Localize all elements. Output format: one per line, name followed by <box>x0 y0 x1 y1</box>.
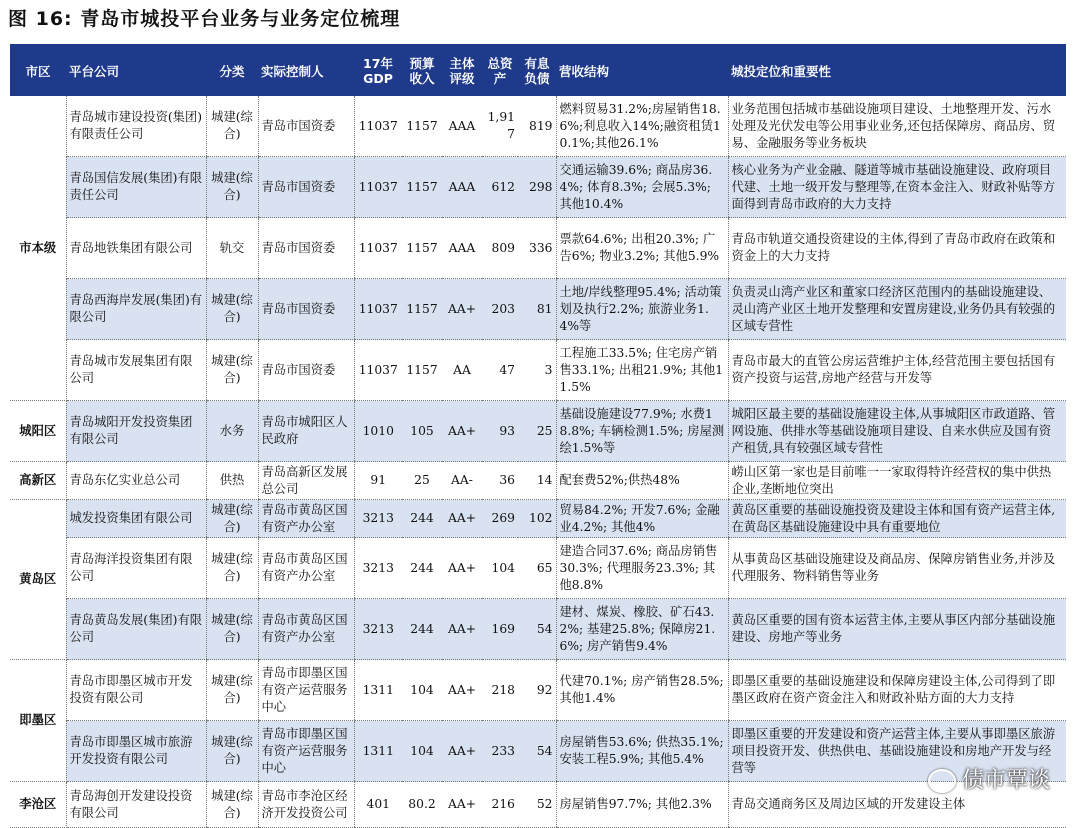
company-cell: 青岛国信发展(集团)有限责任公司 <box>66 157 206 218</box>
district-cell: 城阳区 <box>10 401 66 462</box>
table-row <box>10 96 1066 157</box>
company-cell: 青岛海洋投资集团有限公司 <box>66 538 206 599</box>
category-cell: 城建(综合) <box>206 279 258 340</box>
gdp-cell: 11037 <box>354 96 402 157</box>
assets-cell: 612 <box>482 157 518 218</box>
rating-cell: AA <box>442 340 482 401</box>
company-cell: 青岛市即墨区城市开发投资有限公司 <box>66 660 206 721</box>
assets-cell: 216 <box>482 782 518 828</box>
position-cell: 核心业务为产业金融、隧道等城市基础设施建设、政府项目代建、土地一级开发与整理等,在资本金注入、财政补贴等方面得到青岛市政府的大力支持 <box>728 157 1066 218</box>
district-cell: 黄岛区 <box>10 500 66 660</box>
gdp-cell: 11037 <box>354 218 402 279</box>
header-district: 市区 <box>10 46 66 96</box>
revenue-cell: 工程施工33.5%; 住宅房产销售33.1%; 出租21.9%; 其他11.5% <box>556 340 728 401</box>
header-controller: 实际控制人 <box>258 46 354 96</box>
rating-cell: AA+ <box>442 782 482 828</box>
header-position: 城投定位和重要性 <box>728 46 1066 96</box>
table-row <box>10 599 1066 660</box>
company-cell: 青岛西海岸发展(集团)有限公司 <box>66 279 206 340</box>
table-row <box>10 782 1066 828</box>
revenue-cell: 代建70.1%; 房产销售28.5%; 其他1.4% <box>556 660 728 721</box>
district-cell: 李沧区 <box>10 782 66 828</box>
revenue-cell: 房屋销售97.7%; 其他2.3% <box>556 782 728 828</box>
budget-cell: 104 <box>402 721 442 782</box>
assets-cell: 93 <box>482 401 518 462</box>
table-row <box>10 500 1066 538</box>
rating-cell: AA+ <box>442 279 482 340</box>
assets-cell: 233 <box>482 721 518 782</box>
assets-cell: 203 <box>482 279 518 340</box>
category-cell: 城建(综合) <box>206 538 258 599</box>
budget-cell: 25 <box>402 462 442 500</box>
debt-cell: 3 <box>518 340 556 401</box>
rating-cell: AA+ <box>442 500 482 538</box>
company-cell: 青岛地铁集团有限公司 <box>66 218 206 279</box>
position-cell: 青岛交通商务区及周边区域的开发建设主体 <box>728 782 1066 828</box>
revenue-cell: 建造合同37.6%; 商品房销售30.3%; 代理服务23.3%; 其他8.8% <box>556 538 728 599</box>
district-cell: 高新区 <box>10 462 66 500</box>
gdp-cell: 1010 <box>354 401 402 462</box>
debt-cell: 54 <box>518 721 556 782</box>
table-row <box>10 279 1066 340</box>
rating-cell: AA+ <box>442 538 482 599</box>
budget-cell: 244 <box>402 599 442 660</box>
company-cell: 城发投资集团有限公司 <box>66 500 206 538</box>
table-row <box>10 401 1066 462</box>
debt-cell: 25 <box>518 401 556 462</box>
category-cell: 水务 <box>206 401 258 462</box>
controller-cell: 青岛市城阳区人民政府 <box>258 401 354 462</box>
company-cell: 青岛东亿实业总公司 <box>66 462 206 500</box>
controller-cell: 青岛市即墨区国有资产运营服务中心 <box>258 660 354 721</box>
rating-cell: AA+ <box>442 401 482 462</box>
controller-cell: 青岛市黄岛区国有资产办公室 <box>258 538 354 599</box>
district-cell: 市本级 <box>10 96 66 401</box>
rating-cell: AA+ <box>442 660 482 721</box>
company-cell: 青岛海创开发建设投资有限公司 <box>66 782 206 828</box>
debt-cell: 14 <box>518 462 556 500</box>
header-assets: 总资产 <box>482 46 518 96</box>
debt-cell: 819 <box>518 96 556 157</box>
gdp-cell: 3213 <box>354 599 402 660</box>
revenue-cell: 基础设施建设77.9%; 水费18.8%; 车辆检测1.5%; 房屋测绘1.5%等 <box>556 401 728 462</box>
platform-table <box>10 46 1066 828</box>
assets-cell: 1,917 <box>482 96 518 157</box>
position-cell: 黄岛区重要的基础设施投资及建设主体和国有资产运营主体,在黄岛区基础设施建设中具有重要地位 <box>728 500 1066 538</box>
assets-cell: 104 <box>482 538 518 599</box>
category-cell: 城建(综合) <box>206 599 258 660</box>
company-cell: 青岛市即墨区城市旅游开发投资有限公司 <box>66 721 206 782</box>
gdp-cell: 11037 <box>354 279 402 340</box>
assets-cell: 169 <box>482 599 518 660</box>
debt-cell: 336 <box>518 218 556 279</box>
budget-cell: 244 <box>402 500 442 538</box>
debt-cell: 298 <box>518 157 556 218</box>
district-cell: 即墨区 <box>10 660 66 782</box>
category-cell: 城建(综合) <box>206 96 258 157</box>
rating-cell: AA+ <box>442 599 482 660</box>
position-cell: 即墨区重要的基础设施建设和保障房建设主体,公司得到了即墨区政府在资产资金注入和财政补贴方面的大力支持 <box>728 660 1066 721</box>
header-revenue: 营收结构 <box>556 46 728 96</box>
company-cell: 青岛城市建设投资(集团)有限责任公司 <box>66 96 206 157</box>
debt-cell: 102 <box>518 500 556 538</box>
budget-cell: 1157 <box>402 157 442 218</box>
category-cell: 供热 <box>206 462 258 500</box>
assets-cell: 36 <box>482 462 518 500</box>
budget-cell: 105 <box>402 401 442 462</box>
budget-cell: 1157 <box>402 279 442 340</box>
revenue-cell: 房屋销售53.6%; 供热35.1%; 安装工程5.9%; 其他5.4% <box>556 721 728 782</box>
rating-cell: AA- <box>442 462 482 500</box>
position-cell: 青岛市轨道交通投资建设的主体,得到了青岛市政府在政策和资金上的大力支持 <box>728 218 1066 279</box>
table-row <box>10 660 1066 721</box>
controller-cell: 青岛市国资委 <box>258 340 354 401</box>
category-cell: 城建(综合) <box>206 500 258 538</box>
table-row <box>10 218 1066 279</box>
table-row <box>10 157 1066 218</box>
category-cell: 城建(综合) <box>206 660 258 721</box>
position-cell: 从事黄岛区基础设施建设及商品房、保障房销售业务,并涉及代理服务、物料销售等业务 <box>728 538 1066 599</box>
watermark <box>928 763 1050 794</box>
company-cell: 青岛城阳开发投资集团有限公司 <box>66 401 206 462</box>
controller-cell: 青岛市国资委 <box>258 218 354 279</box>
category-cell: 城建(综合) <box>206 157 258 218</box>
debt-cell: 92 <box>518 660 556 721</box>
header-debt: 有息负债 <box>518 46 556 96</box>
controller-cell: 青岛市李沧区经济开发投资公司 <box>258 782 354 828</box>
header-gdp: 17年GDP <box>354 46 402 96</box>
debt-cell: 65 <box>518 538 556 599</box>
revenue-cell: 贸易84.2%; 开发7.6%; 金融业4.2%; 其他4% <box>556 500 728 538</box>
budget-cell: 104 <box>402 660 442 721</box>
debt-cell: 54 <box>518 599 556 660</box>
gdp-cell: 1311 <box>354 721 402 782</box>
gdp-cell: 401 <box>354 782 402 828</box>
controller-cell: 青岛市国资委 <box>258 96 354 157</box>
revenue-cell: 土地/岸线整理95.4%; 活动策划及执行2.2%; 旅游业务1.4%等 <box>556 279 728 340</box>
category-cell: 城建(综合) <box>206 721 258 782</box>
budget-cell: 1157 <box>402 96 442 157</box>
controller-cell: 青岛高新区发展总公司 <box>258 462 354 500</box>
assets-cell: 218 <box>482 660 518 721</box>
rating-cell: AAA <box>442 157 482 218</box>
position-cell: 城阳区最主要的基础设施建设主体,从事城阳区市政道路、管网设施、供排水等基础设施项目建设、自来水供应及国有资产租赁,具有较强区域专营性 <box>728 401 1066 462</box>
header-budget: 预算收入 <box>402 46 442 96</box>
position-cell: 崂山区第一家也是目前唯一一家取得特许经营权的集中供热企业,垄断地位突出 <box>728 462 1066 500</box>
controller-cell: 青岛市国资委 <box>258 279 354 340</box>
gdp-cell: 11037 <box>354 340 402 401</box>
gdp-cell: 3213 <box>354 538 402 599</box>
rating-cell: AA+ <box>442 721 482 782</box>
controller-cell: 青岛市即墨区国有资产运营服务中心 <box>258 721 354 782</box>
header-row <box>10 46 1066 96</box>
watermark-text: 债市覃谈 <box>961 768 1050 793</box>
revenue-cell: 建材、煤炭、橡胶、矿石43.2%; 基建25.8%; 保障房21.6%; 房产销售9.4% <box>556 599 728 660</box>
header-company: 平台公司 <box>66 46 206 96</box>
assets-cell: 47 <box>482 340 518 401</box>
position-cell: 即墨区重要的开发建设和资产运营主体,主要从事即墨区旅游项目投资开发、供热供电、基础设施建设和房地产开发与经营等 <box>728 721 1066 782</box>
rating-cell: AAA <box>442 96 482 157</box>
assets-cell: 269 <box>482 500 518 538</box>
budget-cell: 244 <box>402 538 442 599</box>
budget-cell: 80.2 <box>402 782 442 828</box>
controller-cell: 青岛市黄岛区国有资产办公室 <box>258 500 354 538</box>
table-row <box>10 538 1066 599</box>
header-category: 分类 <box>206 46 258 96</box>
budget-cell: 1157 <box>402 218 442 279</box>
gdp-cell: 11037 <box>354 157 402 218</box>
revenue-cell: 配套费52%;供热48% <box>556 462 728 500</box>
debt-cell: 81 <box>518 279 556 340</box>
gdp-cell: 1311 <box>354 660 402 721</box>
position-cell: 业务范围包括城市基础设施项目建设、土地整理开发、污水处理及光伏发电等公用事业业务,还包括保障房、商品房、贸易、金融服务等业务板块 <box>728 96 1066 157</box>
controller-cell: 青岛市黄岛区国有资产办公室 <box>258 599 354 660</box>
table-row <box>10 340 1066 401</box>
assets-cell: 809 <box>482 218 518 279</box>
position-cell: 青岛市最大的直管公房运营维护主体,经营范围主要包括国有资产投资与运营,房地产经营与开发等 <box>728 340 1066 401</box>
debt-cell: 52 <box>518 782 556 828</box>
table-row <box>10 721 1066 782</box>
position-cell: 黄岛区重要的国有资本运营主体,主要从事区内部分基础设施建设、房地产等业务 <box>728 599 1066 660</box>
wechat-icon <box>928 769 956 793</box>
revenue-cell: 票款64.6%; 出租20.3%; 广告6%; 物业3.2%; 其他5.9% <box>556 218 728 279</box>
table-container <box>10 44 1066 820</box>
position-cell: 负责灵山湾产业区和董家口经济区范围内的基础设施建设、灵山湾产业区土地开发整理和安置房建设,业务仍具有较强的区域专营性 <box>728 279 1066 340</box>
gdp-cell: 3213 <box>354 500 402 538</box>
budget-cell: 1157 <box>402 340 442 401</box>
company-cell: 青岛城市发展集团有限公司 <box>66 340 206 401</box>
category-cell: 城建(综合) <box>206 340 258 401</box>
table-row <box>10 462 1066 500</box>
company-cell: 青岛黄岛发展(集团)有限公司 <box>66 599 206 660</box>
gdp-cell: 91 <box>354 462 402 500</box>
revenue-cell: 燃料贸易31.2%;房屋销售18.6%;利息收入14%;融资租赁10.1%;其他26.1% <box>556 96 728 157</box>
category-cell: 轨交 <box>206 218 258 279</box>
rating-cell: AAA <box>442 218 482 279</box>
category-cell: 城建(综合) <box>206 782 258 828</box>
figure-title: 图 16: 青岛市城投平台业务与业务定位梳理 <box>8 8 401 30</box>
header-rating: 主体评级 <box>442 46 482 96</box>
controller-cell: 青岛市国资委 <box>258 157 354 218</box>
revenue-cell: 交通运输39.6%; 商品房36.4%; 体育8.3%; 会展5.3%; 其他10.4% <box>556 157 728 218</box>
